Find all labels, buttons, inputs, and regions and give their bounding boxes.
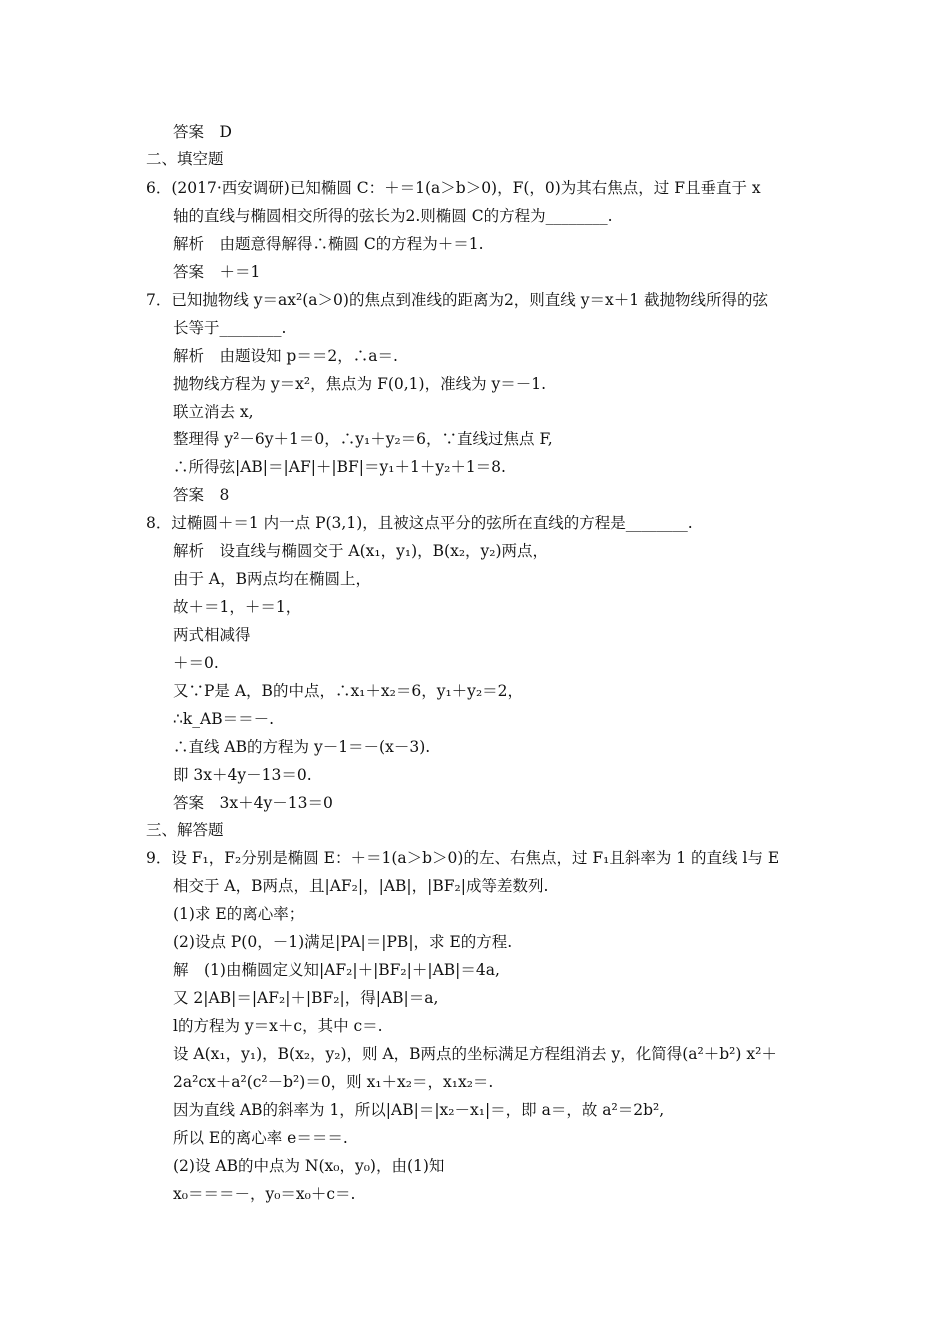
question-9-solution-8: (2)设 AB的中点为 N(x₀，y₀)，由(1)知 (173, 1157, 445, 1175)
question-7-step-1: 抛物线方程为 y＝x²，焦点为 F(0,1)，准线为 y＝－1. (173, 375, 547, 393)
question-9-line-2: 相交于 A，B两点，且|AF₂|，|AB|，|BF₂|成等差数列. (173, 877, 549, 895)
question-8-analysis: 解析 设直线与椭圆交于 A(x₁，y₁)，B(x₂，y₂)两点， (173, 542, 549, 560)
question-7-line-1: 7．已知抛物线 y＝ax²(a＞0)的焦点到准线的距离为2，则直线 y＝x＋1 截抛物线所得的弦 (146, 291, 769, 309)
question-8-step-3: 两式相减得 (173, 626, 251, 644)
question-8-step-7: ∴直线 AB的方程为 y－1＝－(x－3). (173, 738, 431, 756)
section-heading-fill-in: 二、填空题 (146, 150, 224, 168)
question-9-part-2: (2)设点 P(0，－1)满足|PA|＝|PB|，求 E的方程. (173, 933, 513, 951)
question-6-line-2: 轴的直线与椭圆相交所得的弦长为2.则椭圆 C的方程为________. (173, 207, 613, 225)
question-9-solution-9: x₀＝＝＝－，y₀＝x₀＋c＝. (173, 1185, 356, 1203)
question-8-step-5: 又∵P是 A，B的中点，∴x₁＋x₂＝6，y₁＋y₂＝2， (173, 682, 524, 700)
question-9-solution-4: 设 A(x₁，y₁)，B(x₂，y₂)，则 A，B两点的坐标满足方程组消去 y，化简得(a²＋b²) x²＋ (173, 1045, 777, 1063)
question-7-step-4: ∴所得弦|AB|＝|AF|＋|BF|＝y₁＋1＋y₂＋1＝8. (173, 458, 506, 476)
question-7-analysis: 解析 由题设知 p＝＝2，∴a＝. (173, 347, 398, 365)
question-8-step-8: 即 3x＋4y－13＝0. (173, 766, 312, 784)
question-8-line-1: 8．过椭圆＋＝1 内一点 P(3,1)，且被这点平分的弦所在直线的方程是________. (146, 514, 693, 532)
question-8-step-2: 故＋＝1，＋＝1， (173, 598, 302, 616)
question-9-solution-3: l的方程为 y＝x＋c，其中 c＝. (173, 1017, 383, 1035)
question-9-line-1: 9．设 F₁，F₂分别是椭圆 E：＋＝1(a＞b＞0)的左、右焦点，过 F₁且斜率为 1 的直线 l与 E (146, 849, 780, 867)
answer-5: 答案 D (173, 123, 232, 141)
question-9-part-1: (1)求 E的离心率； (173, 905, 305, 923)
question-9-solution-6: 因为直线 AB的斜率为 1，所以|AB|＝|x₂－x₁|＝，即 a＝，故 a²＝2b², (173, 1101, 665, 1119)
question-9-solution-5: 2a²cx＋a²(c²－b²)＝0，则 x₁＋x₂＝，x₁x₂＝. (173, 1073, 494, 1091)
question-8-step-6: ∴k_AB＝＝－. (173, 710, 275, 728)
question-8-step-4: ＋＝0. (173, 654, 219, 672)
question-6-line-1: 6．(2017·西安调研)已知椭圆 C：＋＝1(a＞b＞0)，F(，0)为其右焦点，过 F且垂直于 x (146, 179, 761, 197)
question-7-line-2: 长等于________. (173, 319, 287, 337)
question-8-answer: 答案 3x＋4y－13＝0 (173, 794, 333, 812)
question-9-solution-7: 所以 E的离心率 e＝＝＝. (173, 1129, 348, 1147)
question-9-solution-2: 又 2|AB|＝|AF₂|＋|BF₂|，得|AB|＝a, (173, 989, 439, 1007)
question-8-step-1: 由于 A，B两点均在椭圆上， (173, 570, 372, 588)
question-7-answer: 答案 8 (173, 486, 230, 504)
question-7-step-3: 整理得 y²－6y＋1＝0，∴y₁＋y₂＝6，∵直线过焦点 F, (173, 430, 553, 448)
question-7-step-2: 联立消去 x, (173, 403, 254, 421)
question-6-answer: 答案 ＋＝1 (173, 263, 261, 281)
question-9-solution-1: 解 (1)由椭圆定义知|AF₂|＋|BF₂|＋|AB|＝4a, (173, 961, 500, 979)
question-6-analysis: 解析 由题意得解得∴椭圆 C的方程为＋＝1. (173, 235, 484, 253)
section-heading-solutions: 三、解答题 (146, 821, 224, 839)
